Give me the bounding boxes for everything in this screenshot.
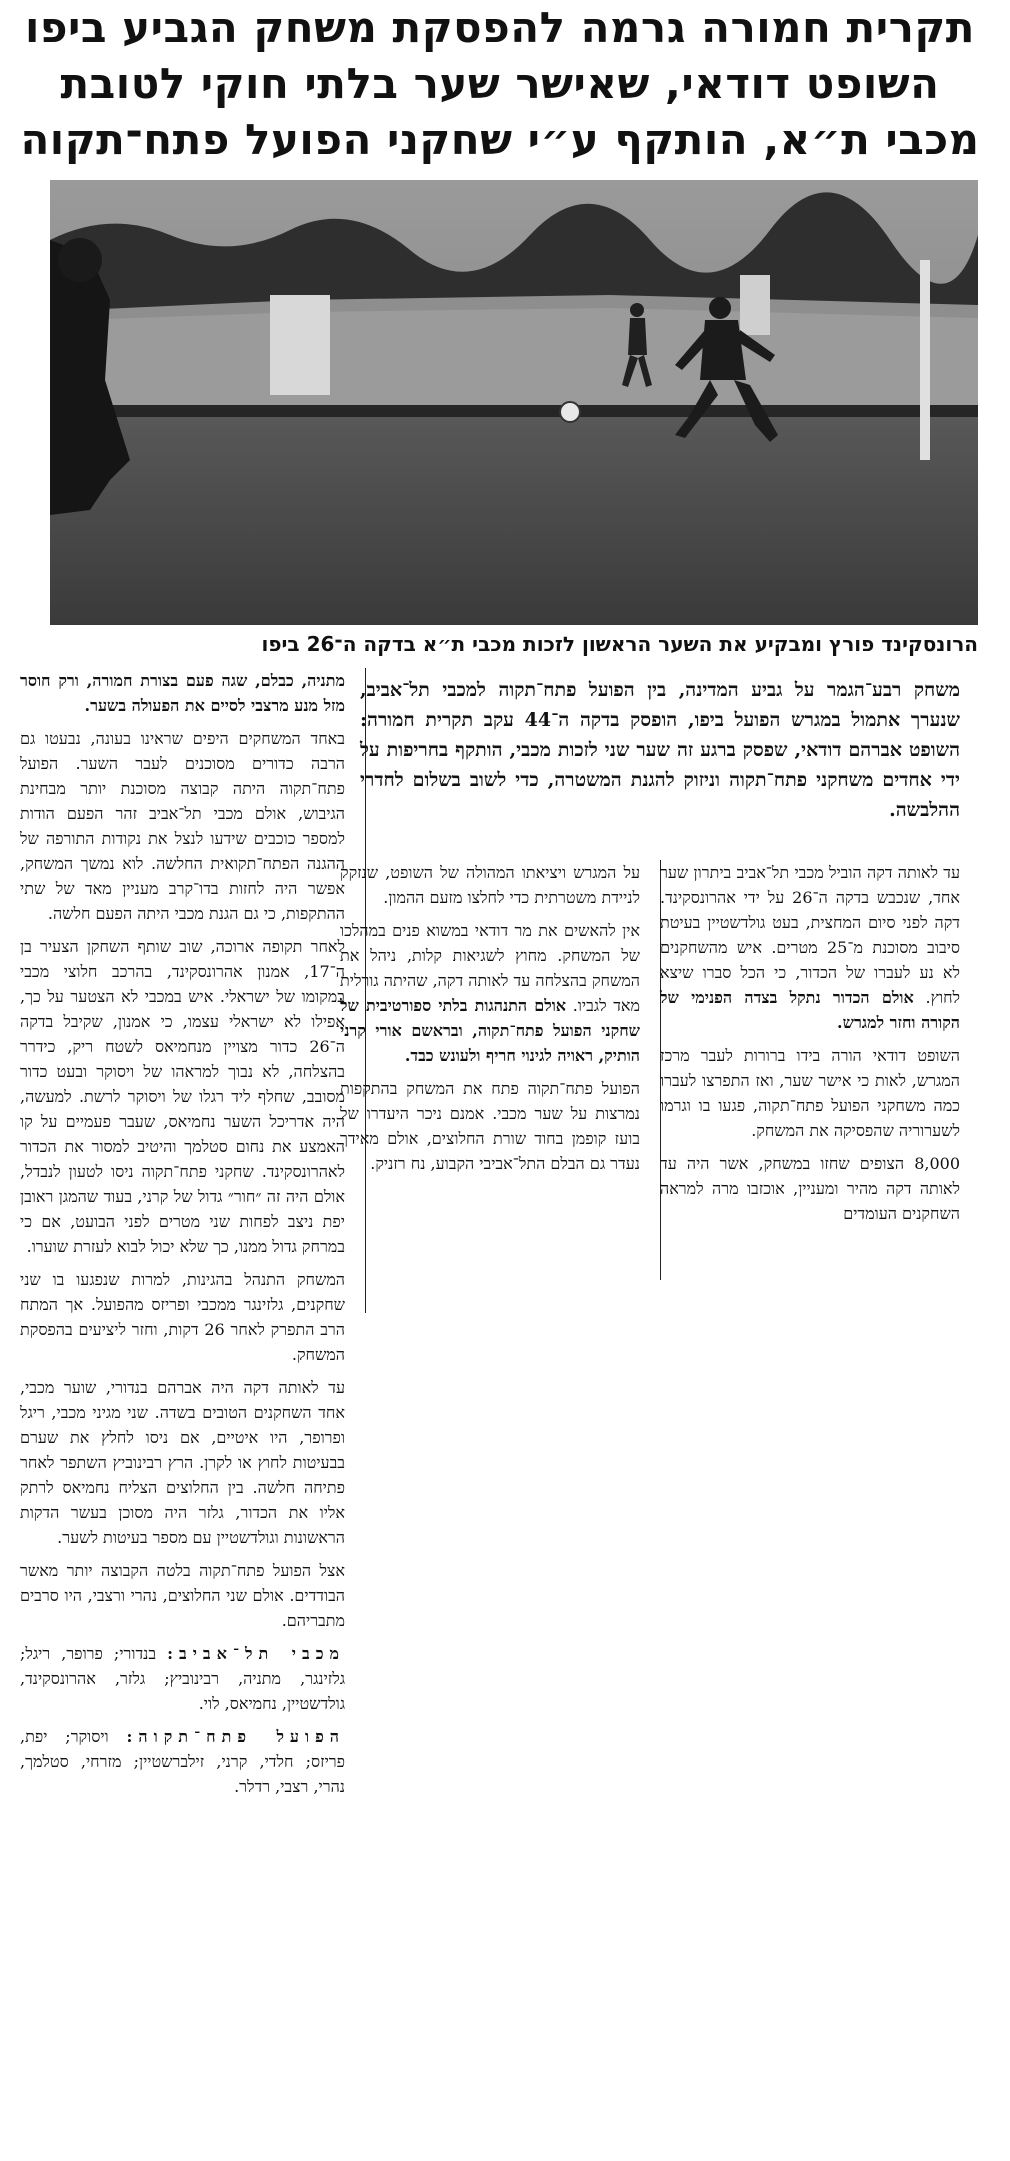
emphasis: אולם התנהגות בלתי ספורטיבית של שחקני הפועל פתח־תקוה, ובראשם אורי קרני הותיק, ראויה לגינוי חריף ולעונש כבד. [340, 996, 640, 1065]
lead-paragraph: משחק רבע־הגמר על גביע המדינה, בין הפועל פתח־תקוה למכבי תל־אביב, שנערך אתמול במגרש הפועל ביפו, הופסק בדקה ה־44 עקב תקרית חמורה: השופט אברהם דודאי, שפסק ברגע זה שער שני לזכות מכבי, הותקף בחריפות על ידי אחדים משחקני פתח־תקוה וניזוק להגנת המשטרה, כדי לשוב בשלום לחדרי ההלבשה. [360, 679, 960, 821]
paragraph: מתניה, כבלם, שגה פעם בצורת חמורה, ורק חוסר מזל מנע מרצבי לסיים את הפעולה בשער. [20, 671, 345, 715]
football-scene-image [50, 180, 978, 625]
paragraph: לאחר תקופה ארוכה, שוב שותף השחקן הצעיר בן ה־17, אמנון אהרונסקינד, בהרכב חלוצי מכבי במקומו של ישראלי. איש במכבי לא הצטער על כך, אפילו לא ישראלי עצמו, כי אמנון, שקיבל בדקה ה־26 כדור מצויין מנחמיאס לשטח ריק, כידרר בהצלחה, לא נבוך למראהו של ויסוקר ובעט כדור מסובב, שחלף ליד רגלו של ויסוקר לרשת. למעשה, היה אדריכל השער נחמיאס, שעבר פעמיים על קו האמצע את נחום סטלמך והיטיב למסור את הכדור לאהרונסקינד. שחקני פתח־תקוה ניסו לטעון לנבדל, אולם היה זה ״חור״ גדול של קרני, בעוד שהמגן ראובן יפת ניצב לפחות שני מטרים לפני הבועט, אם כי במרחק גדול ממנו, כך שלא יכול לבוא לעזרת שוערו. [20, 937, 345, 1256]
match-photo [50, 180, 978, 625]
headline-line-1: תקרית חמורה גרמה להפסקת משחק הגביע ביפו [25, 3, 975, 52]
paragraph: אצל הפועל פתח־תקוה בלטה הקבוצה יותר מאשר הבודדים. אולם שני החלוצים, נהרי ורצבי, היו סרבים מתבריהם. [20, 1561, 345, 1630]
lineup-maccabi [20, 1641, 345, 1716]
photo-caption: הרונסקינד פורץ ומבקיע את השער הראשון לזכות מכבי ת״א בדקה ה־26 ביפו [261, 632, 978, 656]
headline-line-2: השופט דודאי, שאישר שער בלתי חוקי לטובת [60, 59, 940, 108]
paragraph: המשחק התנהל בהגינות, למרות שנפגעו בו שני שחקנים, גלזינגר ממכבי ופריזס מהפועל. אך המתח הרב התפרק לאחר 26 דקות, וחזר ליציעים בהפסקת המשחק. [20, 1270, 345, 1364]
emphasis: אולם הכדור נתקל בצדה הפנימי של הקורה וחזר למגרש. [660, 988, 960, 1032]
paragraph: הפועל פתח־תקוה פתח את המשחק בהתקפות נמרצות על שער מכבי. אמנם ניכר היעדרו של בועז קופמן בחוד שורת החלוצים, אולם מאידך נעדר גם הבלם התל־אביבי הקבוע, נח רזניק. [340, 1079, 640, 1173]
headline [20, 0, 980, 168]
paragraph: באחד המשחקים היפים שראינו בעונה, נבעטו גם הרבה כדורים מסוכנים לעבר השער. הפועל פתח־תקוה היתה קבוצה מסוכנת יותר מבחינת הגיבוש, אולם מכבי תל־אביב זהר הפעם הודות למספר כוכבים שידעו לנצל את נקודות התורפה של ההגנה הפתח־תקואית החלשה. לוא נמשך המשחק, אפשר היה לחזות בדו־קרב מעניין מאד של שתי ההתקפות, כי גם הגנת מכבי היתה הפעם חלשה. [20, 729, 345, 923]
headline-line-3: מכבי ת״א, הותקף ע״י שחקני הפועל פתח־תקוה [20, 115, 980, 164]
lineup-hapoel [20, 1724, 345, 1799]
lineup-heading: הפועל פתח־תקוה: [126, 1727, 345, 1746]
article-column-left [20, 668, 345, 2158]
paragraph: עד לאותה דקה הוביל מכבי תל־אביב ביתרון שער אחד, שנכבש בדקה ה־26 על ידי אהרונסקינד. דקה לפני סיום המחצית, בעט גולדשטיין בעיטת סיבוב מסוכנת מ־25 מטרים. איש מהשחקנים לא נע לעברו של הכדור, כי הכל סברו שיצא לחוץ. אולם הכדור נתקל בצדה הפנימי של הקורה וחזר למגרש. [660, 863, 961, 1032]
lineup-heading: מכבי תל־אביב: [167, 1644, 345, 1663]
lineup-players: ויסוקר; יפת, פריזס; חלדי, קרני, זילברשטיין; מזרחי, סטלמך, נהרי, רצבי, רדלר. [20, 1727, 345, 1796]
paragraph: השופט דודאי הורה בידו ברורות לעבר מרכז המגרש, לאות כי אישר שער, ואז התפרצו לעברו כמה משחקני הפועל פתח־תקוה, פגעו בו וגרמו לשערוריה שהפסיקה את המשחק. [660, 1046, 960, 1140]
paragraph: אין להאשים את מר דודאי במשוא פנים במהלכו של המשחק. מחוץ לשגיאות קלות, ניהל את המשחק בהצלחה עד לאותה דקה, שהיתה גורלית מאד לגביו. אולם התנהגות בלתי ספורטיבית של שחקני הפועל פתח־תקוה, ובראשם אורי קרני הותיק, ראויה לגינוי חריף ולעונש כבד. [340, 921, 640, 1065]
paragraph: עד לאותה דקה היה אברהם בנדורי, שוער מכבי, אחד השחקנים הטובים בשדה. שני מגיני מכבי, ריגל ופרופר, היו איטיים, אם ניסו לחלץ את שערם בבעיטות לחוץ או לקרן. הרץ רבינוביץ השתפר לאחר פתיחה חלשה. בין החלוצים הצליח נחמיאס לרתק אליו את הכדור, גלזר היה מסוכן בעשר הדקות הראשונות וגולדשטיין עם מספר בעיטות לשער. [20, 1378, 345, 1547]
paragraph: על המגרש ויציאתו המהולה של השופט, שנזקק לניידת משטרתית כדי לחלצו מזעם ההמון. [340, 863, 640, 907]
article-column-middle [340, 860, 640, 1280]
paragraph: 8,000 הצופים שחזו במשחק, אשר היה עד לאותה דקה מהיר ומעניין, אוכזבו מרה למראה השחקנים העומדים [660, 1154, 960, 1223]
article-column-right [660, 860, 960, 1280]
lineup-players: בנדורי; פרופר, ריגל; גלזינגר, מתניה, רבינוביץ; גלזר, אהרונסקינד, גולדשטיין, נחמיאס, לוי. [20, 1644, 345, 1713]
